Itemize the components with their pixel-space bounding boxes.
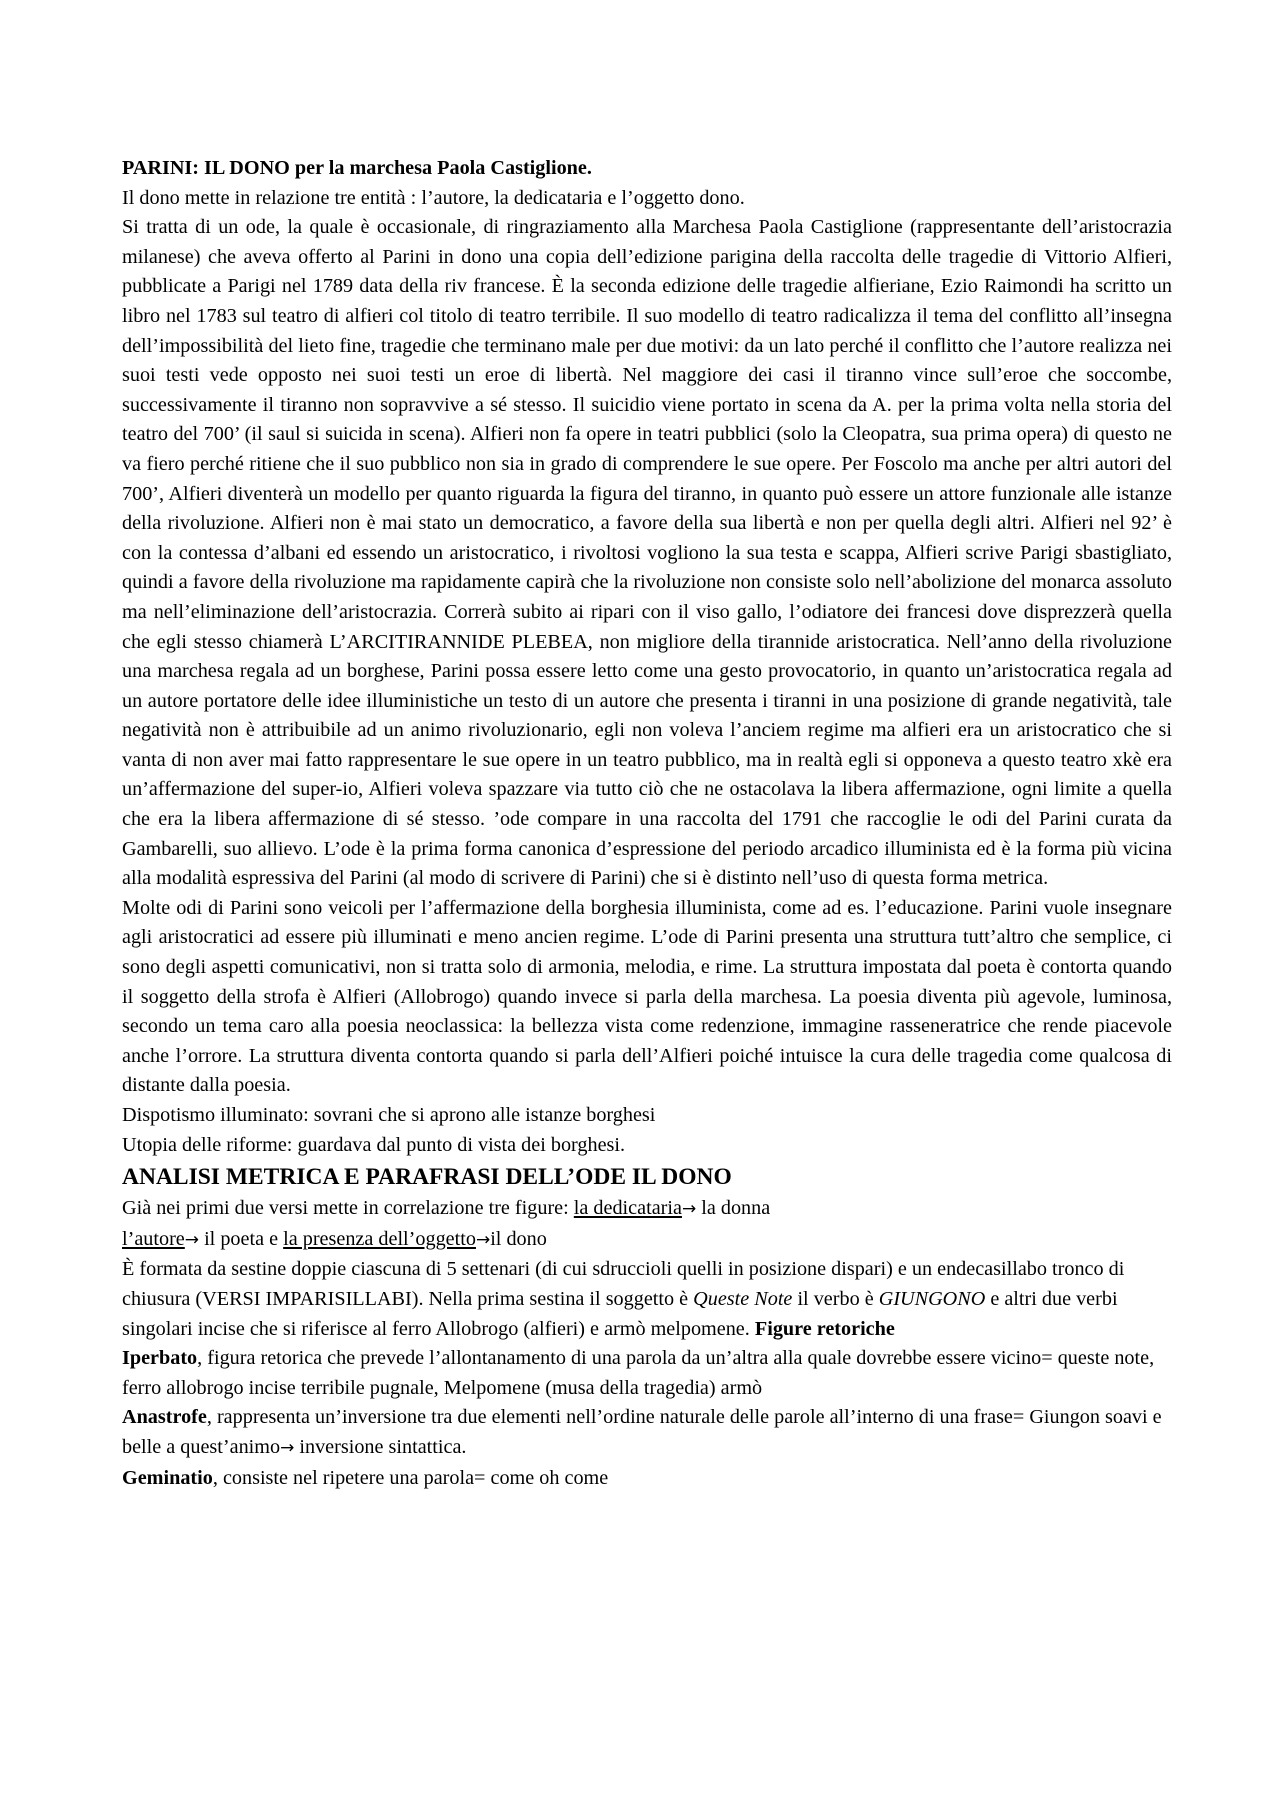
dono-text: il dono	[490, 1227, 547, 1250]
anastrofe-term: Anastrofe	[122, 1406, 207, 1429]
main-paragraph: Si tratta di un ode, la quale è occasionale, di ringraziamento alla Marchesa Paola Castiglione (rappresentante dell’aristocrazia milanese) che aveva offerto al Parini in dono una copia dell’edizione parigina della raccolta delle tragedie di Vittorio Alfieri, pubblicate a Parigi nel 1789 data della riv francese. È la seconda edizione delle tragedie alfieriane, Ezio Raimondi ha scritto un libro nel 1783 sul teatro di alfieri col titolo di teatro terribile. Il suo modello di teatro radicalizza il tema del conflitto all’insegna dell’impossibilità del lieto fine, tragedie che terminano male per due motivi: da un lato perché il conflitto che l’autore realizza nei suoi testi vede opposto nei suoi testi un eroe di libertà. Nel maggiore dei casi il tiranno vince sull’eroe che soccombe, successivamente il tiranno non sopravvive a sé stesso. Il suicidio viene portato in scena da A. per la prima volta nella storia del teatro del 700’ (il saul si suicida in scena). Alfieri non fa opere in teatri pubblici (solo la Cleopatra, sua prima opera) di questo ne va fiero perché ritiene che il suo pubblico non sia in grado di comprendere le sue opere. Per Foscolo ma anche per altri autori del 700’, Alfieri diventerà un modello per quanto riguarda la figura del tiranno, in quanto può essere un attore funzionale alle istanze della rivoluzione. Alfieri non è mai stato un democratico, a favore della sua libertà e non per quella degli altri. Alfieri nel 92’ è con la contessa d’albani ed essendo un aristocratico, i rivoltosi vogliono la sua testa e scappa, Alfieri scrive Parigi sbastigliato, quindi a favore della rivoluzione ma rapidamente capirà che la rivoluzione non consiste solo nell’abolizione del monarca assoluto ma nell’eliminazione dell’aristocrazia. Correrà subito ai ripari con il viso gallo, l’odiatore dei francesi dove disprezzerà quella che egli stesso chiamerà L’ARCITIRANNIDE PLEBEA, non migliore della tirannide aristocratica. Nell’anno della rivoluzione una marchesa regala ad un borghese, Parini possa essere letto come una gesto provocatorio, in quanto un’aristocratica regala ad un autore portatore delle idee illuministiche un testo di un autore che presenta i tiranni in una posizione di grande negatività, tale negatività non è attribuibile ad un animo rivoluzionario, egli non voleva l’anciem regime ma alfieri era un aristocratico che si vanta di non aver mai fatto rappresentare le sue opere in un teatro pubblico, ma in realtà egli si opponeva a questo teatro xkè era un’affermazione del super-io, Alfieri voleva spazzare via tutto ciò che ne ostacolava la libera affermazione, ogni limite a quella che era la libera affermazione di sé stesso. ’ode compare in una raccolta del 1791 che raccoglie le odi del Parini curata da Gambarelli, suo allievo. L’ode è la prima forma canonica d’espressione del periodo arcadico illuminista ed è la forma più vicina alla modalità espressiva del Parini (al modo di scrivere di Parini) che si è distinto nell’uso di questa forma metrica.	[122, 216, 1172, 890]
dispotismo-line: Dispotismo illuminato: sovrani che si aprono alle istanze borghesi	[122, 1104, 656, 1126]
arrow-right-icon: →	[184, 1229, 200, 1250]
utopia-line: Utopia delle riforme: guardava dal punto di vista dei borghesi.	[122, 1133, 626, 1156]
presenza-term: la presenza dell’oggetto	[283, 1227, 476, 1250]
anastrofe-text: , rappresenta un’inversione tra due elementi nell’ordine naturale delle parole all’interno di una frase= Giungon soavi e belle a quest’animo	[122, 1406, 1162, 1458]
figure-retoriche-heading: Figure retoriche	[754, 1317, 895, 1340]
anastrofe-paragraph	[122, 1403, 1172, 1463]
document-title: PARINI: IL DONO per la marchesa Paola Castiglione.	[122, 157, 592, 179]
section-heading-analisi: ANALISI METRICA E PARAFRASI DELL’ODE IL DONO	[122, 1164, 732, 1191]
sestine-text-3: e altri due verbi singolari incise che si riferisce al ferro Allobrogo (alfieri) e armò melpomene.	[122, 1287, 1118, 1340]
anastrofe-tail: inversione sintattica.	[294, 1435, 467, 1458]
iperbato-paragraph	[122, 1344, 1172, 1403]
document-page	[122, 154, 1172, 1493]
arrow-right-icon: →	[280, 1437, 295, 1458]
sestine-text-2: il verbo è	[792, 1287, 879, 1310]
dedicataria-term: la dedicataria	[573, 1197, 682, 1220]
intro-line: Il dono mette in relazione tre entità : l’autore, la dedicataria e l’oggetto dono.	[122, 186, 745, 209]
donna-text: la donna	[696, 1197, 771, 1220]
giungono-term: GIUNGONO	[878, 1287, 986, 1310]
geminatio-text: , consiste nel ripetere una parola= come oh come	[212, 1466, 609, 1489]
sestine-text-1: È formata da sestine doppie ciascuna di 5 settenari (di cui sdruccioli quelli in posizione dispari) e un endecasillabo tronco di chiusura (VERSI IMPARISILLABI). Nella prima sestina il soggetto è	[122, 1258, 1125, 1310]
iperbato-term: Iperbato	[122, 1347, 198, 1370]
correlazione-prefix: Già nei primi due versi mette in correlazione tre figure:	[122, 1197, 574, 1220]
correlazione-paragraph	[122, 1194, 1172, 1255]
arrow-right-icon: →	[475, 1229, 491, 1250]
geminatio-term: Geminatio	[122, 1466, 213, 1489]
second-paragraph: Molte odi di Parini sono veicoli per l’affermazione della borghesia illuminista, come ad es. l’educazione. Parini vuole insegnare agli aristocratici ad essere più illuminati e meno ancien regime. L’ode di Parini presenta una struttura tutt’altro che semplice, ci sono degli aspetti comunicativi, non si tratta solo di armonia, melodia, e rime. La struttura impostata dal poeta è contorta quando il soggetto della strofa è Alfieri (Allobrogo) quando invece si parla della marchesa. La poesia diventa più agevole, luminosa, secondo un tema caro alla poesia neoclassica: la bellezza vista come redenzione, immagine rasseneratrice che rende piacevole anche l’orrore. La struttura diventa contorta quando si parla dell’Alfieri poiché intuisce la cura delle tragedia come qualcosa di distante dalla poesia.	[122, 896, 1172, 1097]
poeta-text: il poeta e	[199, 1227, 284, 1250]
sestine-paragraph	[122, 1255, 1172, 1344]
autore-term: l’autore	[122, 1227, 185, 1250]
queste-note-term: Queste Note	[693, 1287, 793, 1310]
geminatio-paragraph	[122, 1464, 1172, 1494]
iperbato-text: , figura retorica che prevede l’allontanamento di una parola da un’altra alla quale dovrebbe essere vicino= queste note, ferro allobrogo incise terribile pugnale, Melpomene (musa della tragedia) armò	[122, 1347, 1155, 1399]
arrow-right-icon: →	[681, 1199, 697, 1220]
